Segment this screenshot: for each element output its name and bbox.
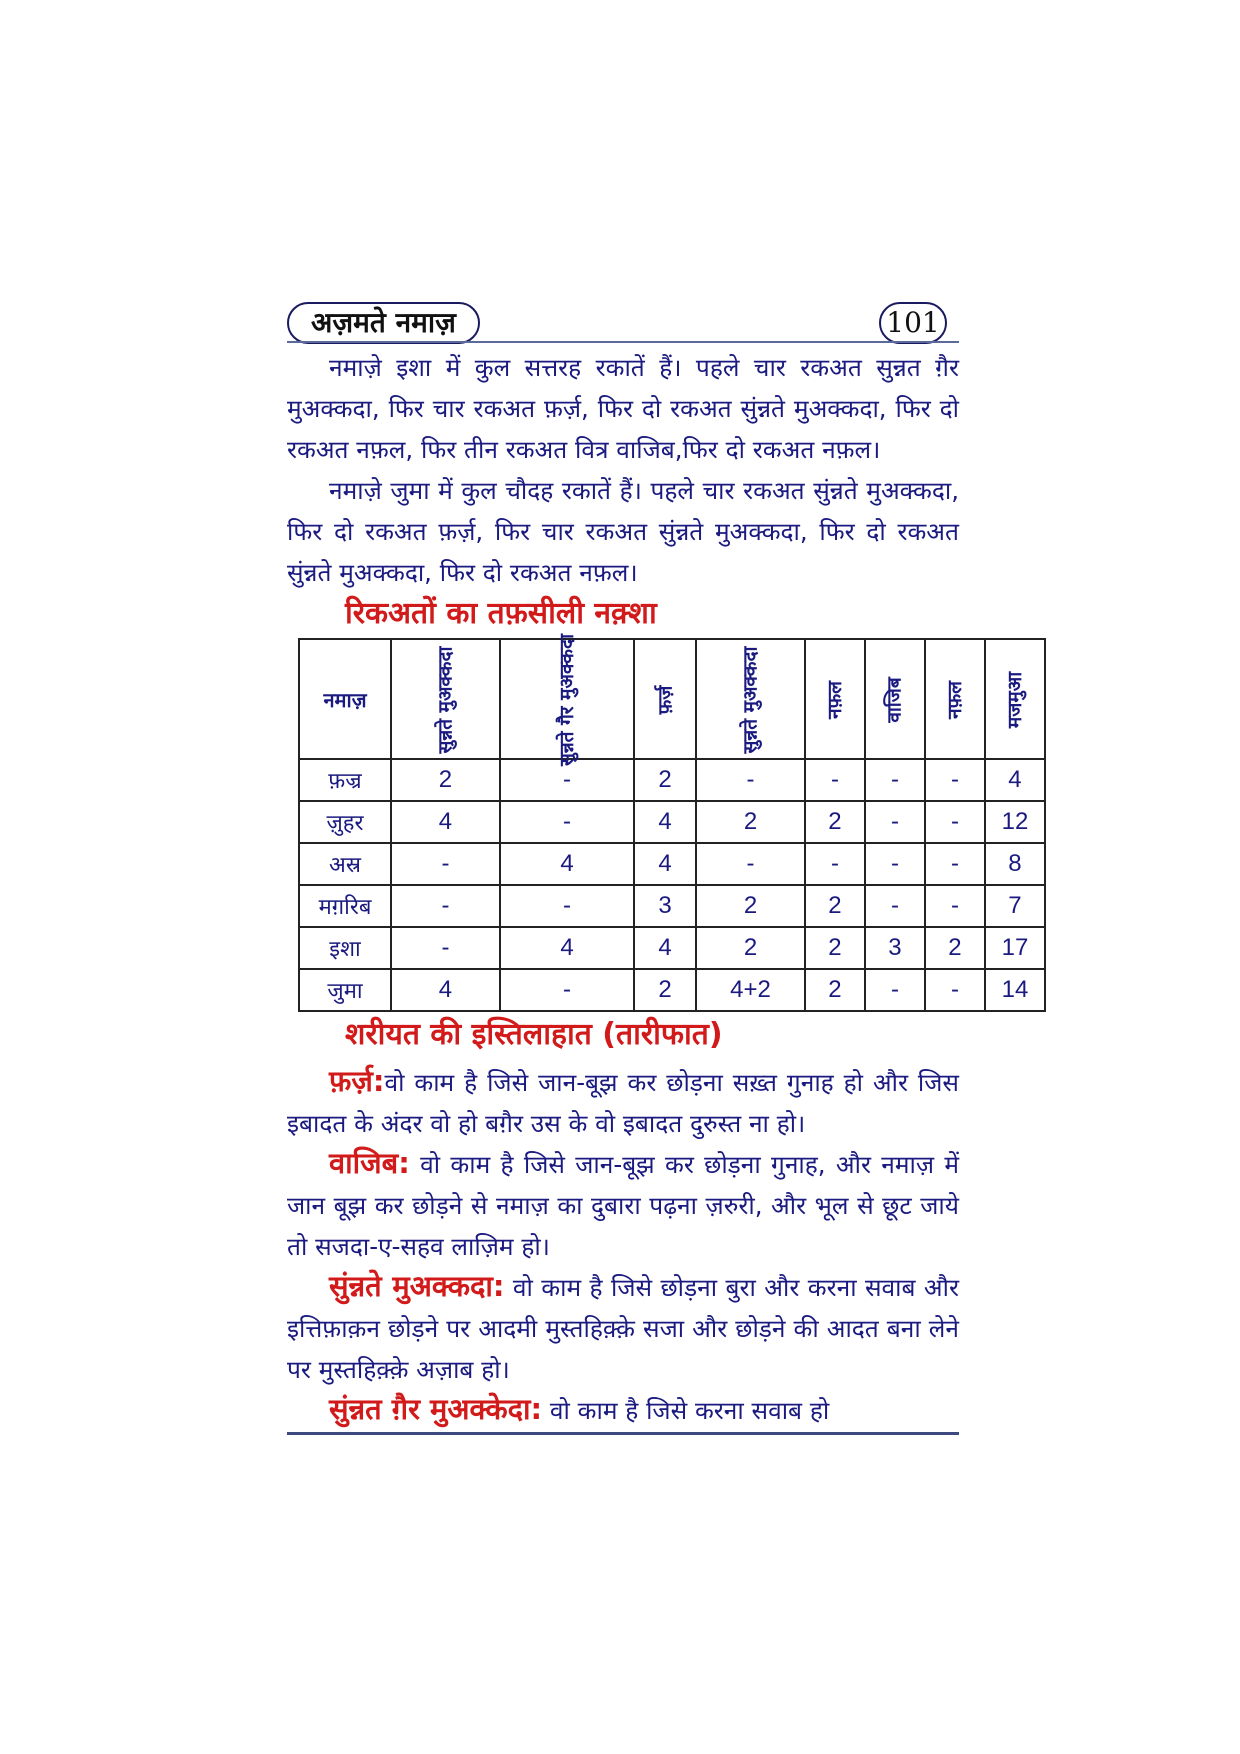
rakat-cell: 4: [634, 843, 696, 885]
definition-wajib: [287, 1143, 959, 1267]
prayer-name-cell: ज़ुहर: [299, 801, 391, 843]
rakat-cell: -: [805, 759, 865, 801]
rakat-cell: -: [865, 885, 925, 927]
rakat-cell: 2: [925, 927, 985, 969]
col-header: नमाज़: [299, 639, 391, 759]
col-header: नफ़ल: [805, 639, 865, 759]
rakat-cell: -: [391, 885, 500, 927]
rakat-cell: 2: [634, 969, 696, 1011]
prayer-name-cell: इशा: [299, 927, 391, 969]
table-row: [299, 759, 1045, 801]
book-title: अज़मते नमाज़: [287, 302, 480, 344]
rakat-cell: 3: [634, 885, 696, 927]
rakat-cell: 3: [865, 927, 925, 969]
table-row: [299, 885, 1045, 927]
rakat-cell: -: [696, 759, 805, 801]
rakat-table: [298, 633, 1046, 1012]
rakat-cell: 2: [805, 801, 865, 843]
table-header-row: [299, 639, 1045, 759]
rakat-cell: 2: [634, 759, 696, 801]
rakat-cell: 4: [391, 801, 500, 843]
rakat-cell: -: [500, 885, 634, 927]
isha-paragraph: नमाज़े इशा में कुल सत्तरह रकातें हैं। पहले चार रकअत सुन्नत ग़ैर मुअक्कदा, फिर चार रकअत फ़र्ज़, फिर दो रकअत सुंन्नते मुअक्कदा, फिर दो रकअत नफ़ल, फिर तीन रकअत वित्र वाजिब,फिर दो रकअत नफ़ल।: [287, 353, 959, 464]
rakat-cell: 4: [500, 927, 634, 969]
rakat-cell: 4: [634, 801, 696, 843]
rakat-cell: 4+2: [696, 969, 805, 1011]
rakat-cell: -: [865, 843, 925, 885]
rakat-cell: -: [925, 759, 985, 801]
rakat-cell: -: [925, 801, 985, 843]
rakat-cell: 2: [805, 969, 865, 1011]
col-header: सुन्नते मुअक्कदा: [391, 639, 500, 759]
rakat-cell: -: [500, 969, 634, 1011]
table-row: [299, 843, 1045, 885]
page-number: 101: [879, 302, 947, 344]
rakat-cell: 17: [985, 927, 1045, 969]
prayer-name-cell: अस्र: [299, 843, 391, 885]
rakat-cell: -: [391, 927, 500, 969]
table-row: [299, 927, 1045, 969]
rakat-cell: 4: [500, 843, 634, 885]
rakat-cell: -: [925, 843, 985, 885]
rakat-cell: 12: [985, 801, 1045, 843]
rakat-cell: 7: [985, 885, 1045, 927]
rakat-cell: -: [865, 801, 925, 843]
col-header: नफ़ल: [925, 639, 985, 759]
rakat-cell: 4: [634, 927, 696, 969]
definition-term: फ़र्ज़:: [329, 1064, 385, 1098]
definition-text: वो काम है जिसे करना सवाब हो: [542, 1396, 830, 1425]
page-header: [287, 300, 959, 346]
table-row: [299, 969, 1045, 1011]
rakat-cell: -: [925, 885, 985, 927]
definition-sunnat-ghair-muakkada: [287, 1389, 959, 1431]
prayer-name-cell: फ़ज्र: [299, 759, 391, 801]
rakat-cell: 4: [985, 759, 1045, 801]
rakat-cell: -: [865, 759, 925, 801]
rakat-cell: -: [805, 843, 865, 885]
col-header: मजमुआ: [985, 639, 1045, 759]
prayer-name-cell: जुमा: [299, 969, 391, 1011]
rakat-cell: -: [925, 969, 985, 1011]
rakat-cell: -: [865, 969, 925, 1011]
rakat-cell: 2: [805, 885, 865, 927]
rakat-cell: -: [500, 801, 634, 843]
prayer-name-cell: मग़रिब: [299, 885, 391, 927]
rakat-cell: 8: [985, 843, 1045, 885]
definition-sunnat-muakkada: [287, 1266, 959, 1390]
rakat-cell: 2: [696, 927, 805, 969]
rakat-cell: 2: [696, 885, 805, 927]
definition-text: वो काम है जिसे जान-बूझ कर छोड़ना गुनाह, और नमाज़ में जान बूझ कर छोड़ने से नमाज़ का दुबारा पढ़ना ज़रुरी, और भूल से छूट जाये तो सजदा-ए-सहव लाज़िम हो।: [287, 1150, 959, 1261]
table-heading: रिकअतों का तफ़सीली नक़्शा: [345, 596, 657, 631]
rakat-cell: 14: [985, 969, 1045, 1011]
rakat-cell: -: [500, 759, 634, 801]
rakat-cell: 4: [391, 969, 500, 1011]
col-header: सुन्नते गैर मुअक्कदा: [500, 639, 634, 759]
definition-term: सुंन्नत ग़ैर मुअक्केदा:: [329, 1392, 543, 1426]
definition-text: वो काम है जिसे जान-बूझ कर छोड़ना सख़्त गुनाह हो और जिस इबादत के अंदर वो हो बग़ैर उस के वो इबादत दुरुस्त ना हो।: [287, 1068, 959, 1138]
rakat-cell: 2: [805, 927, 865, 969]
rakat-cell: 2: [391, 759, 500, 801]
header-rule: [287, 341, 959, 343]
table-row: [299, 801, 1045, 843]
footer-rule: [287, 1432, 959, 1435]
rakat-cell: -: [391, 843, 500, 885]
definition-term: वाजिब:: [329, 1146, 410, 1180]
definition-text: वो काम है जिसे छोड़ना बुरा और करना सवाब और इत्तिफ़ाक़न छोड़ने पर आदमी मुस्तहिक़्क़े सजा और छोड़ने की आदत बना लेने पर मुस्तहिक़्क़े अज़ाब हो।: [287, 1273, 959, 1384]
definition-term: सुंन्नते मुअक्कदा:: [329, 1269, 505, 1303]
juma-paragraph: नमाज़े जुमा में कुल चौदह रकातें हैं। पहले चार रकअत सुंन्नते मुअक्कदा, फिर दो रकअत फ़र्ज़, फिर चार रकअत सुंन्नते मुअक्कदा, फिर दो रकअत सुंन्नते मुअक्कदा, फिर दो रकअत नफ़ल।: [287, 476, 959, 587]
definition-farz: [287, 1061, 959, 1144]
col-header: सुन्नते मुअक्कदा: [696, 639, 805, 759]
definitions-heading: शरीयत की इस्तिलाहात (तारीफात): [345, 1017, 723, 1052]
col-header: फ़र्ज़: [634, 639, 696, 759]
rakat-cell: -: [696, 843, 805, 885]
col-header: वाजिब: [865, 639, 925, 759]
rakat-cell: 2: [696, 801, 805, 843]
